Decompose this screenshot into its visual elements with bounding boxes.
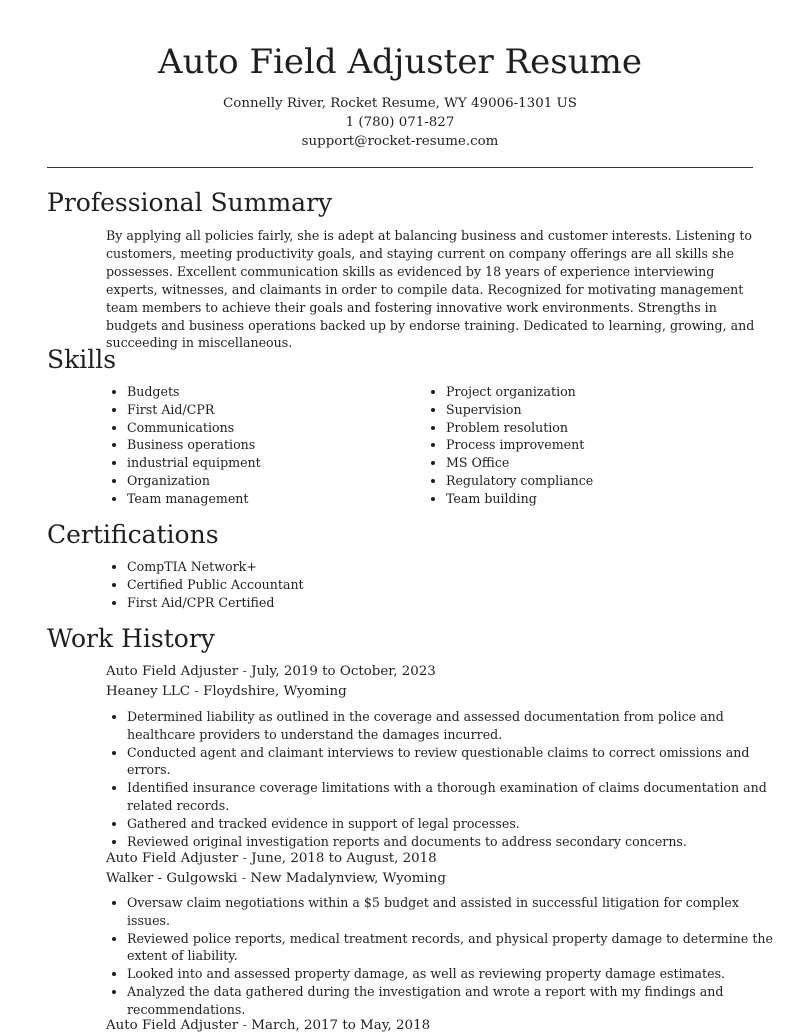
separator: -	[242, 664, 247, 679]
job-location: Floydshire, Wyoming	[203, 684, 347, 699]
skill-item: • Communications	[127, 419, 427, 437]
job-duties-list	[106, 894, 777, 1019]
skill-item: • Problem resolution	[446, 419, 746, 437]
job-dates: July, 2019 to October, 2023	[251, 664, 436, 679]
work-history-heading: Work History	[47, 624, 215, 653]
summary-text: By applying all policies fairly, she is adept at balancing business and customer interests. Listening to customers, meeting productivity goals, and staying current on company offerings are all skills she possesses. Excellent communication skills as evidenced by 18 years of experience interviewing experts, witnesses, and claimants in order to compile data. Recognized for motivating management team members to achieve their goals and fostering innovative work environments. Strengths in budgets and business operations backed up by endorse training. Dedicated to learning, growing, and succeeding in miscellaneous.	[106, 228, 755, 351]
job-dates: June, 2018 to August, 2018	[251, 851, 437, 866]
skills-list-right	[425, 383, 746, 508]
skill-item: • Organization	[127, 472, 427, 490]
job-location: New Madalynview, Wyoming	[250, 871, 446, 886]
job-title-line	[106, 662, 436, 681]
certifications-heading: Certifications	[47, 520, 219, 549]
job-duty: • Oversaw claim negotiations within a $5 budget and assisted in successful litigation for complex issues.	[127, 894, 777, 930]
job-dates: March, 2017 to May, 2018	[251, 1018, 431, 1033]
skill-item: • Team building	[446, 490, 746, 508]
job-company-line	[106, 869, 446, 888]
job-duty: • Determined liability as outlined in the coverage and assessed documentation from police and healthcare providers to understand the damages incurred.	[127, 708, 777, 744]
job-title: Auto Field Adjuster	[106, 664, 239, 679]
skill-item: • Team management	[127, 490, 427, 508]
job-duty: • Looked into and assessed property damage, as well as reviewing property damage estimates.	[127, 965, 777, 983]
job-duty: • Identified insurance coverage limitations with a thorough examination of claims documentation and related records.	[127, 779, 777, 815]
skill-item: • industrial equipment	[127, 454, 427, 472]
job-title: Auto Field Adjuster	[106, 1018, 239, 1033]
job-duty: • Reviewed police reports, medical treatment records, and physical property damage to determine the extent of liability.	[127, 930, 777, 966]
separator: -	[241, 871, 247, 886]
separator: -	[194, 684, 199, 699]
header-divider	[47, 167, 753, 168]
job-duties-list	[106, 708, 777, 850]
job-title-line	[106, 849, 437, 868]
skill-item: • First Aid/CPR	[127, 401, 427, 419]
job-duty: • Reviewed original investigation reports and documents to address secondary concerns.	[127, 833, 777, 851]
certification-item: • Certified Public Accountant	[127, 576, 527, 594]
job-title: Auto Field Adjuster	[106, 851, 239, 866]
job-company: Walker - Gulgowski	[106, 871, 238, 886]
contact-address: Connelly River, Rocket Resume, WY 49006-1301 US	[223, 96, 577, 111]
contact-phone: 1 (780) 071-827	[345, 115, 455, 130]
skill-item: • Supervision	[446, 401, 746, 419]
certification-item: • CompTIA Network+	[127, 558, 527, 576]
separator: -	[242, 1018, 247, 1033]
job-company-line	[106, 682, 347, 701]
skill-item: • Business operations	[127, 436, 427, 454]
skill-item: • Budgets	[127, 383, 427, 401]
job-company: Heaney LLC	[106, 684, 190, 699]
job-duty: • Gathered and tracked evidence in support of legal processes.	[127, 815, 777, 833]
skills-list-left	[106, 383, 427, 508]
resume-title: Auto Field Adjuster Resume	[158, 42, 642, 82]
skill-item: • Regulatory compliance	[446, 472, 746, 490]
certifications-list	[106, 558, 527, 612]
contact-email: support@rocket-resume.com	[301, 134, 499, 149]
job-duty: • Analyzed the data gathered during the investigation and wrote a report with my findings and recommendations.	[127, 983, 777, 1019]
job-duty: • Conducted agent and claimant interviews to review questionable claims to correct omissions and errors.	[127, 744, 777, 780]
separator: -	[242, 851, 247, 866]
skill-item: • Process improvement	[446, 436, 746, 454]
skills-heading: Skills	[47, 345, 117, 374]
summary-heading: Professional Summary	[47, 188, 333, 217]
job-title-line	[106, 1016, 430, 1035]
skill-item: • MS Office	[446, 454, 746, 472]
certification-item: • First Aid/CPR Certified	[127, 594, 527, 612]
skill-item: • Project organization	[446, 383, 746, 401]
